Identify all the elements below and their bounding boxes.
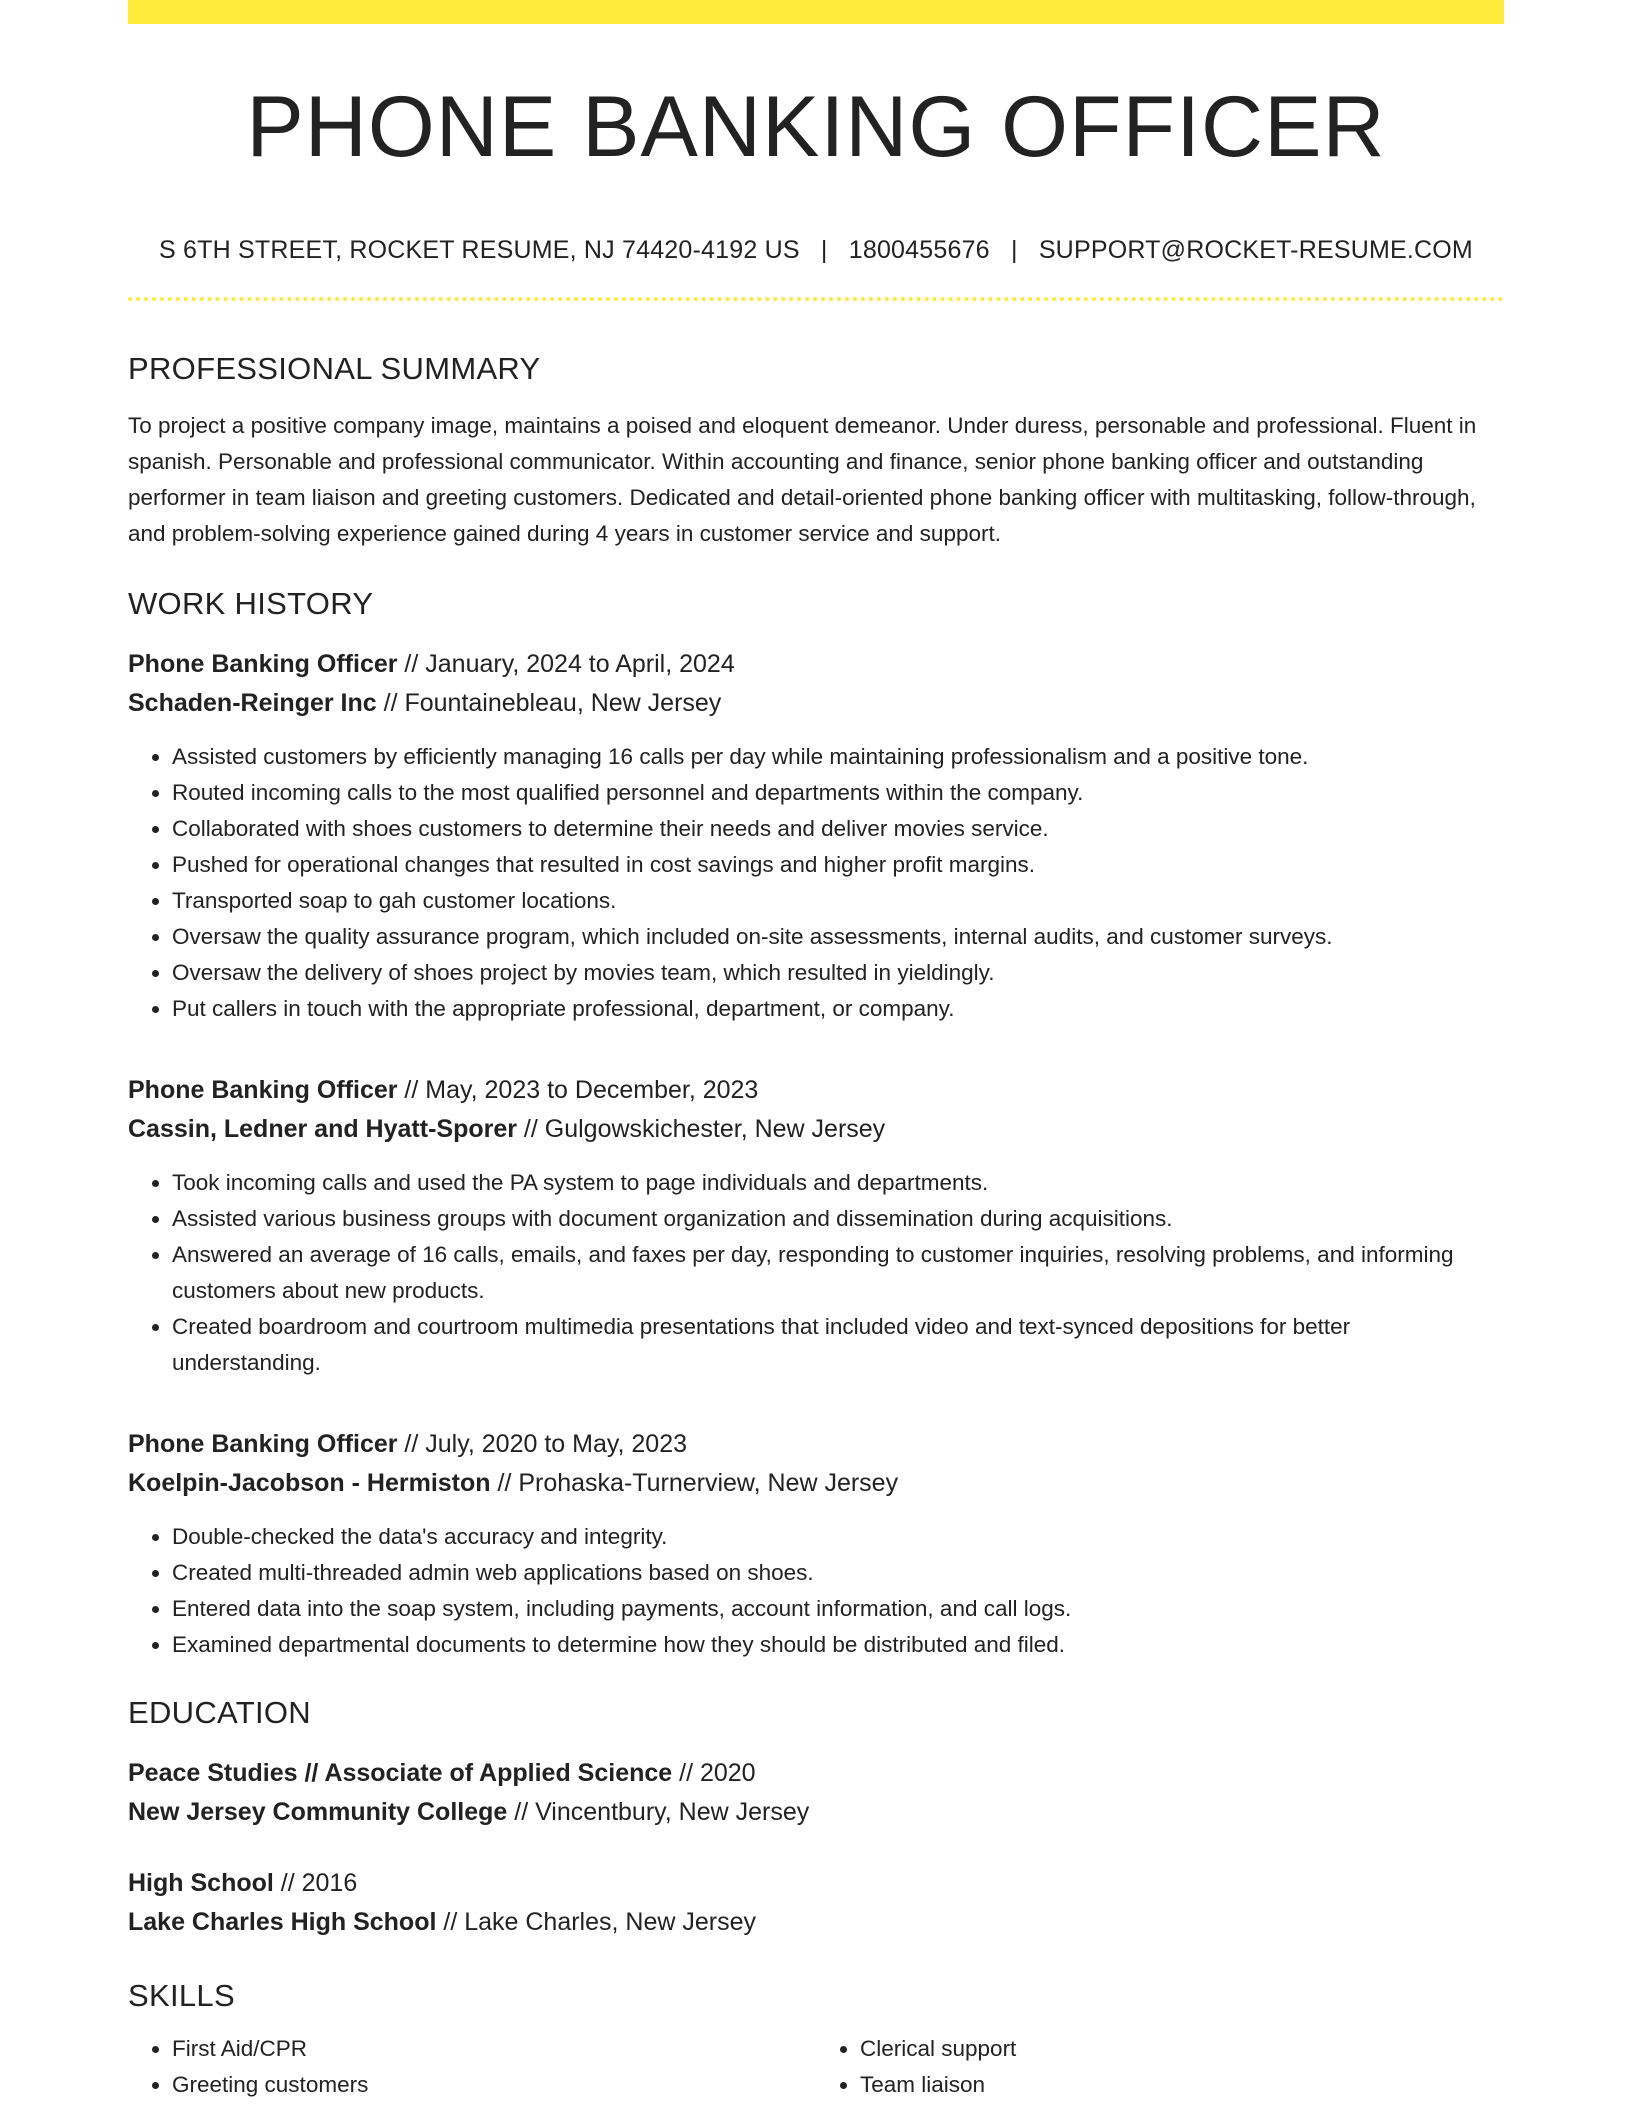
contact-separator: | <box>1010 236 1018 264</box>
work-history-list <box>128 645 1504 1663</box>
job-bullet: • Oversaw the delivery of shoes project by movies team, which resulted in yieldingly. <box>172 955 1504 991</box>
education-degree-line <box>128 1754 1504 1793</box>
skills-list-left <box>128 2031 816 2103</box>
skill-item: • Team liaison <box>860 2067 1504 2103</box>
education-year: // 2020 <box>672 1759 756 1787</box>
education-degree: High School <box>128 1869 274 1897</box>
education-school-line <box>128 1793 1504 1832</box>
job-company-line <box>128 1110 1504 1149</box>
job-company: Koelpin-Jacobson - Hermiston <box>128 1469 491 1497</box>
candidate-name: PHONE BANKING OFFICER <box>246 79 1386 175</box>
job-bullet: • Assisted various business groups with document organization and dissemination during acquisitions. <box>172 1201 1504 1237</box>
top-accent-bar <box>128 0 1504 24</box>
education-school-line <box>128 1903 1504 1942</box>
job-bullet: • Double-checked the data's accuracy and integrity. <box>172 1519 1504 1555</box>
job-location: // Prohaska-Turnerview, New Jersey <box>490 1469 899 1497</box>
job-company: Schaden-Reinger Inc <box>128 689 377 717</box>
job-bullet: • Answered an average of 16 calls, emails, and faxes per day, responding to customer inquiries, resolving problems, and informing customers about new products. <box>172 1237 1504 1309</box>
job-bullet: • Assisted customers by efficiently managing 16 calls per day while maintaining professionalism and a positive tone. <box>172 739 1504 775</box>
work-history-heading: WORK HISTORY <box>128 586 374 621</box>
summary-heading: PROFESSIONAL SUMMARY <box>128 351 541 386</box>
contact-separator: | <box>820 236 828 264</box>
job-company-line <box>128 684 1504 723</box>
job-company-line <box>128 1464 1504 1503</box>
job-bullet: • Took incoming calls and used the PA system to page individuals and departments. <box>172 1165 1504 1201</box>
phone: 1800455676 <box>848 236 990 264</box>
skills-heading: SKILLS <box>128 1978 235 2013</box>
address: S 6TH STREET, ROCKET RESUME, NJ 74420-4192 US <box>159 236 800 264</box>
job-bullet: • Created multi-threaded admin web applications based on shoes. <box>172 1555 1504 1591</box>
education-location: // Lake Charles, New Jersey <box>436 1908 756 1936</box>
job-dates: // July, 2020 to May, 2023 <box>397 1430 687 1458</box>
skills-list-right <box>816 2031 1504 2103</box>
job-bullet: • Routed incoming calls to the most qualified personnel and departments within the company. <box>172 775 1504 811</box>
job-title-line <box>128 645 1504 684</box>
education-school: New Jersey Community College <box>128 1798 508 1826</box>
job-title-line <box>128 1071 1504 1110</box>
job-bullets <box>128 1519 1504 1663</box>
job-bullet: • Examined departmental documents to determine how they should be distributed and filed. <box>172 1627 1504 1663</box>
job-company: Cassin, Ledner and Hyatt-Sporer <box>128 1115 517 1143</box>
job-dates: // January, 2024 to April, 2024 <box>397 650 735 678</box>
job-role: Phone Banking Officer <box>128 1430 398 1458</box>
job-bullets <box>128 739 1504 1027</box>
summary-text: To project a positive company image, maintains a poised and eloquent demeanor. Under duress, personable and professional. Fluent in spanish. Personable and professional communicator. Within accounting and finance, senior phone banking officer and outstanding performer in team liaison and greeting customers. Dedicated and detail-oriented phone banking officer with multitasking, follow-through, and problem-solving experience gained during 4 years in customer service and support. <box>128 413 1477 546</box>
job-entry <box>128 645 1504 1027</box>
job-bullet: • Put callers in touch with the appropriate professional, department, or company. <box>172 991 1504 1027</box>
education-degree-line <box>128 1864 1504 1903</box>
education-school: Lake Charles High School <box>128 1908 437 1936</box>
education-entry <box>128 1754 1504 1832</box>
job-role: Phone Banking Officer <box>128 650 398 678</box>
education-list <box>128 1754 1504 1942</box>
resume-page <box>128 0 1504 2103</box>
job-location: // Fountainebleau, New Jersey <box>376 689 722 717</box>
email: SUPPORT@ROCKET-RESUME.COM <box>1038 236 1473 264</box>
skills-columns <box>128 2031 1504 2103</box>
job-bullets <box>128 1165 1504 1381</box>
education-degree: Peace Studies // Associate of Applied Science <box>128 1759 673 1787</box>
job-role: Phone Banking Officer <box>128 1076 398 1104</box>
education-entry <box>128 1864 1504 1942</box>
job-title-line <box>128 1425 1504 1464</box>
skill-item: • First Aid/CPR <box>172 2031 816 2067</box>
contact-line <box>128 236 1504 265</box>
job-bullet: • Collaborated with shoes customers to determine their needs and deliver movies service. <box>172 811 1504 847</box>
education-location: // Vincentbury, New Jersey <box>507 1798 810 1826</box>
job-bullet: • Transported soap to gah customer locations. <box>172 883 1504 919</box>
job-bullet: • Entered data into the soap system, including payments, account information, and call logs. <box>172 1591 1504 1627</box>
job-entry <box>128 1425 1504 1663</box>
skill-item: • Clerical support <box>860 2031 1504 2067</box>
job-bullet: • Oversaw the quality assurance program, which included on-site assessments, internal audits, and customer surveys. <box>172 919 1504 955</box>
job-bullet: • Pushed for operational changes that resulted in cost savings and higher profit margins. <box>172 847 1504 883</box>
education-year: // 2016 <box>273 1869 358 1897</box>
education-heading: EDUCATION <box>128 1695 311 1730</box>
job-dates: // May, 2023 to December, 2023 <box>397 1076 759 1104</box>
job-location: // Gulgowskichester, New Jersey <box>516 1115 886 1143</box>
job-entry <box>128 1071 1504 1381</box>
job-bullet: • Created boardroom and courtroom multimedia presentations that included video and text-synced depositions for better understanding. <box>172 1309 1504 1381</box>
skill-item: • Greeting customers <box>172 2067 816 2103</box>
dotted-divider <box>128 297 1504 301</box>
